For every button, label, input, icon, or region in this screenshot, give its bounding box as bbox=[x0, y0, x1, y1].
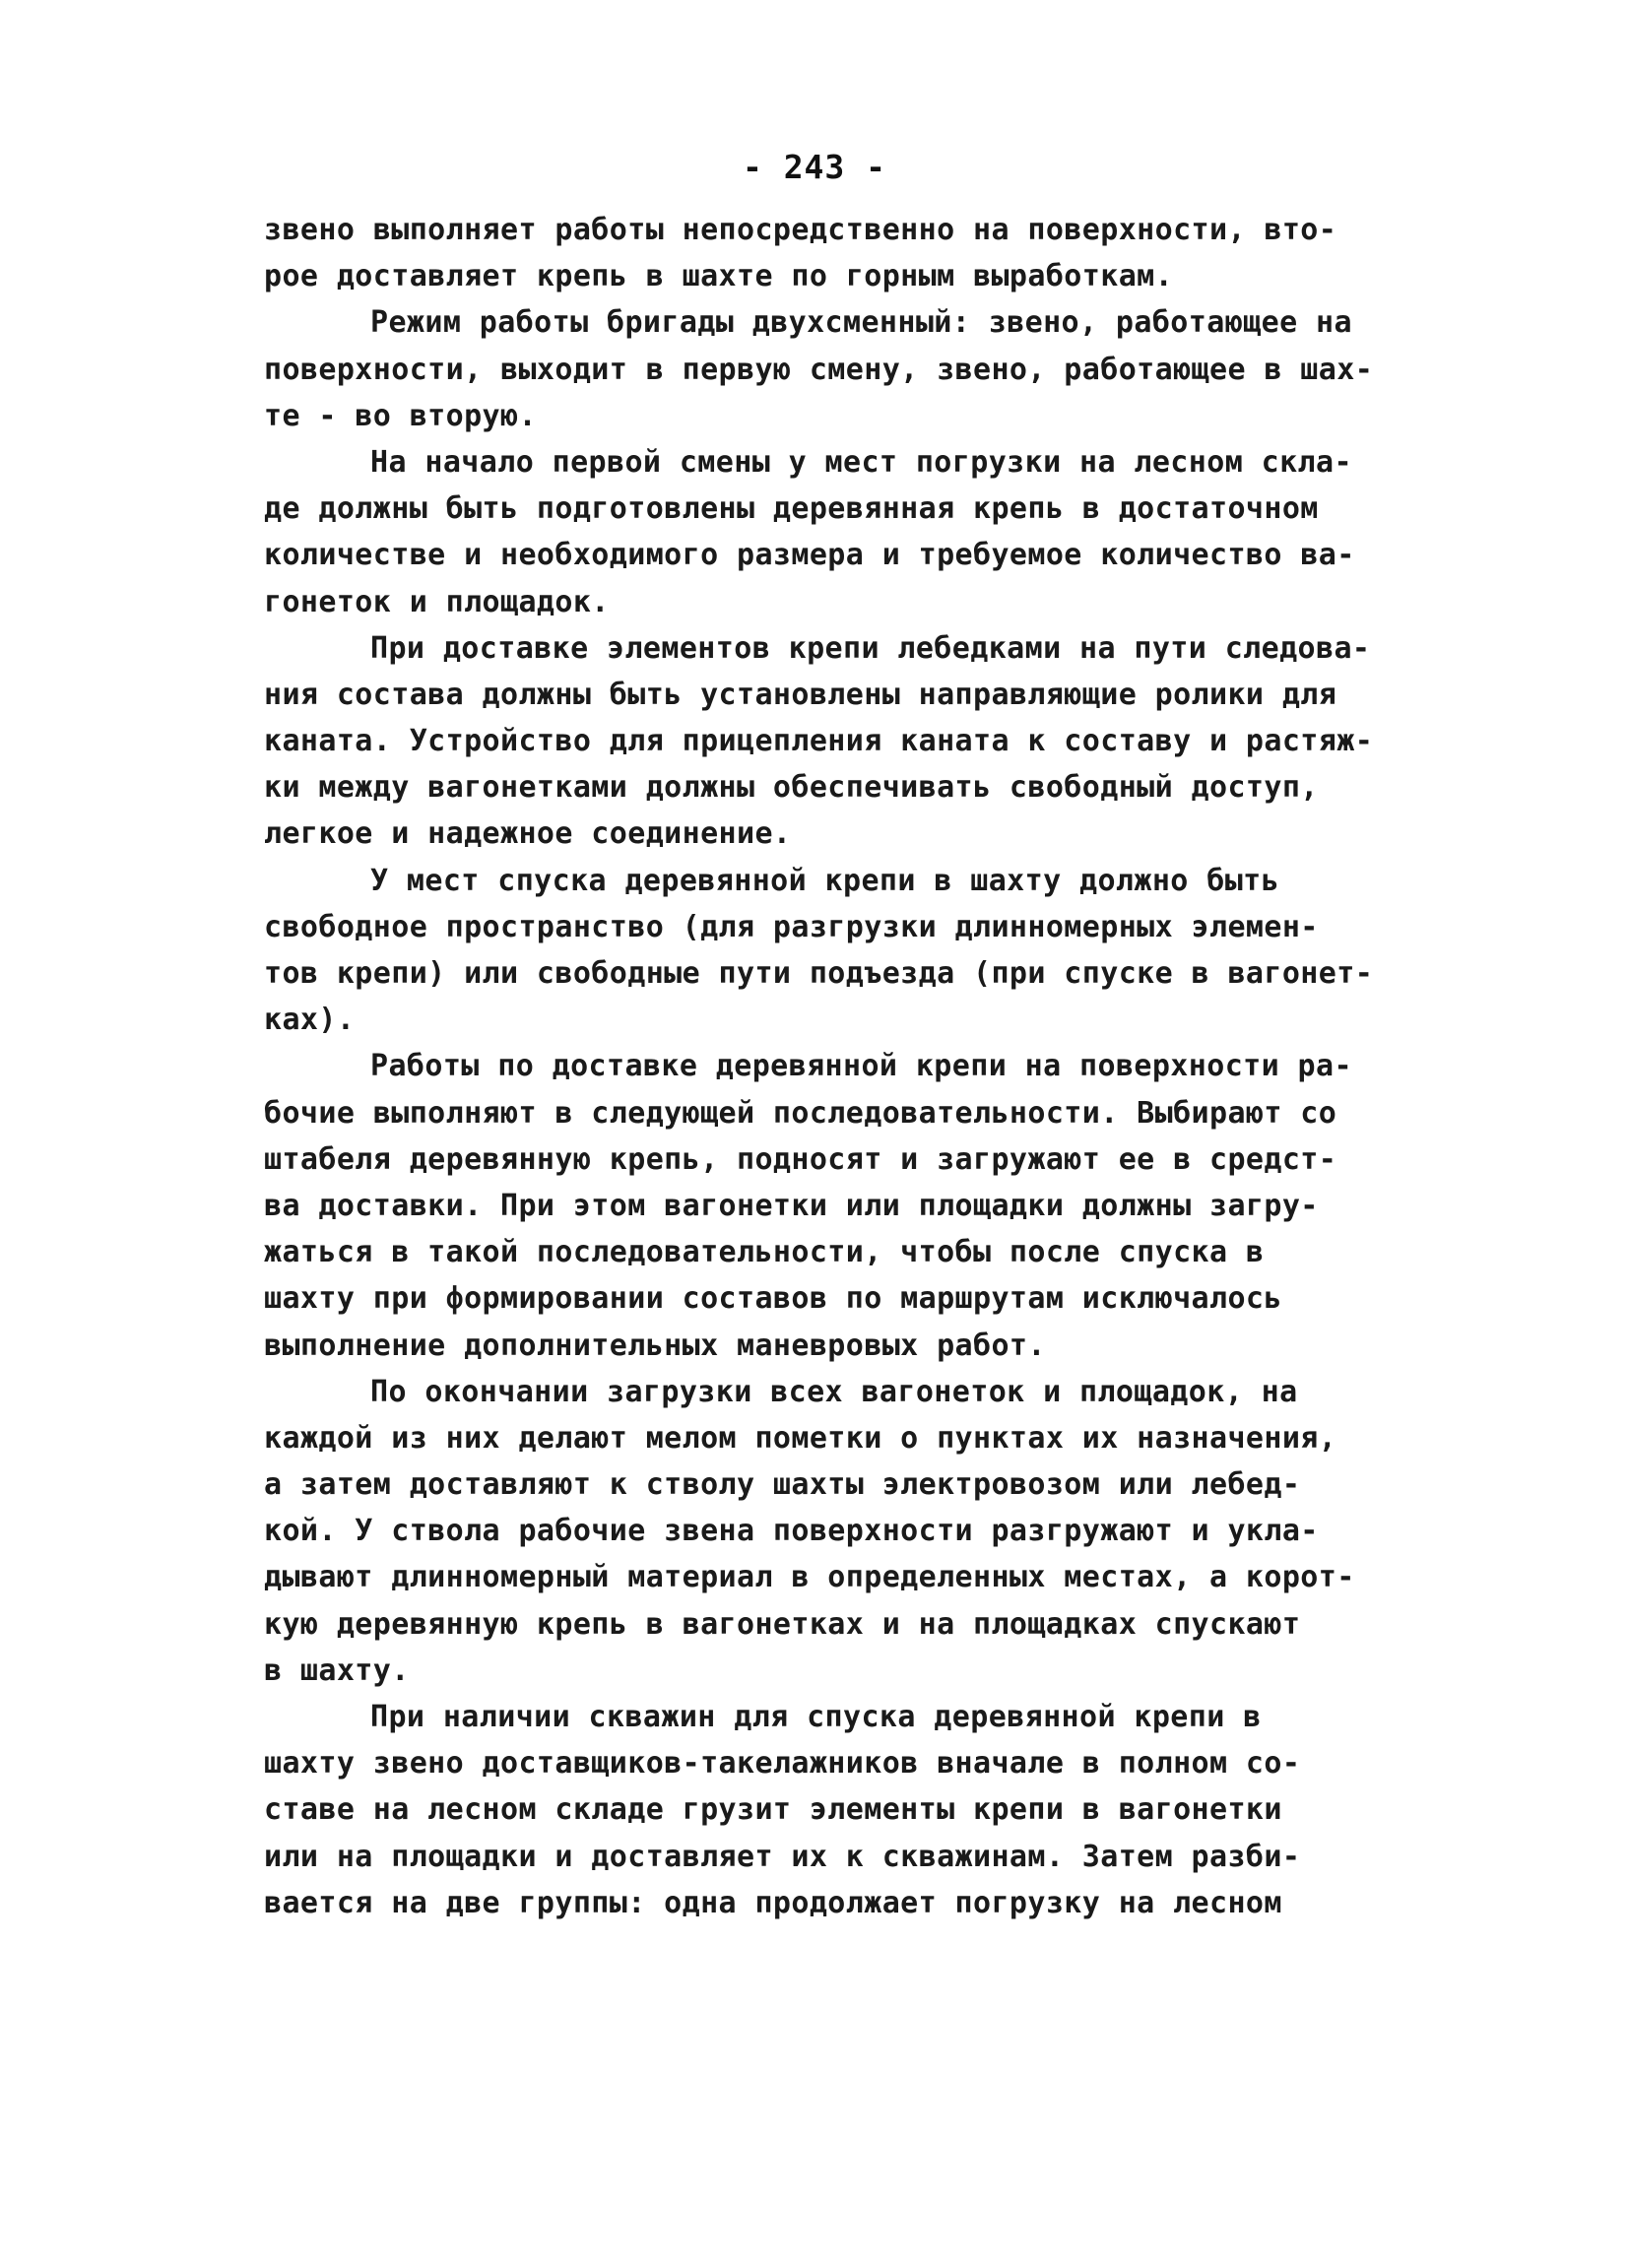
text-line: Работы по доставке деревянной крепи на поверхности ра- bbox=[370, 1049, 1352, 1084]
text-line: каната. Устройство для прицепления каната к составу и растяж- bbox=[264, 724, 1374, 759]
text-line: де должны быть подготовлены деревянная крепь в достаточном bbox=[264, 491, 1319, 527]
text-line: выполнение дополнительных маневровых работ. bbox=[264, 1328, 1046, 1363]
text-line: вается на две группы: одна продолжает погрузку на лесном bbox=[264, 1885, 1282, 1920]
text-line: ставе на лесном складе грузит элементы крепи в вагонетки bbox=[264, 1792, 1282, 1828]
text-line: в шахту. bbox=[264, 1652, 410, 1688]
text-line: те - во вторую. bbox=[264, 398, 537, 433]
text-line: ки между вагонетками должны обеспечивать свободный доступ, bbox=[264, 770, 1319, 806]
text-line: легкое и надежное соединение. bbox=[264, 816, 792, 852]
text-line: количестве и необходимого размера и требуемое количество ва- bbox=[264, 538, 1355, 573]
body-text bbox=[264, 207, 1406, 1926]
text-line: ках). bbox=[264, 1003, 356, 1038]
text-line: кую деревянную крепь в вагонетках и на площадках спускают bbox=[264, 1606, 1301, 1642]
page-number: - 243 - bbox=[742, 148, 887, 186]
text-line: кой. У ствола рабочие звена поверхности разгружают и укла- bbox=[264, 1514, 1319, 1549]
text-line: При наличии скважин для спуска деревянной крепи в bbox=[370, 1700, 1262, 1734]
text-line: шахту звено доставщиков-такелажников вначале в полном со- bbox=[264, 1746, 1301, 1782]
text-line: тов крепи) или свободные пути подъезда (при спуске в вагонет- bbox=[264, 956, 1374, 991]
text-line: Режим работы бригады двухсменный: звено, работающее на bbox=[370, 305, 1352, 341]
text-line: На начало первой смены у мест погрузки на лесном скла- bbox=[370, 444, 1352, 480]
text-line: звено выполняет работы непосредственно на поверхности, вто- bbox=[264, 213, 1337, 247]
text-line: а затем доставляют к стволу шахты электровозом или лебед- bbox=[264, 1467, 1301, 1503]
text-line: или на площадки и доставляет их к скважинам. Затем разби- bbox=[264, 1839, 1301, 1874]
text-line: У мест спуска деревянной крепи в шахту должно быть bbox=[370, 863, 1280, 898]
text-line: свободное пространство (для разгрузки длинномерных элемен- bbox=[264, 909, 1319, 944]
text-line: дывают длинномерный материал в определенных местах, а корот- bbox=[264, 1560, 1355, 1595]
text-line: рое доставляет крепь в шахте по горным выработкам. bbox=[264, 259, 1174, 294]
text-line: шахту при формировании составов по маршрутам исключалось bbox=[264, 1281, 1282, 1317]
text-line: жаться в такой последовательности, чтобы после спуска в bbox=[264, 1235, 1265, 1270]
text-line: штабеля деревянную крепь, подносят и загружают ее в средст- bbox=[264, 1141, 1337, 1177]
text-line: бочие выполняют в следующей последовательности. Выбирают со bbox=[264, 1095, 1337, 1131]
text-line: поверхности, выходит в первую смену, звено, работающее в шах- bbox=[264, 352, 1374, 387]
text-line: ния состава должны быть установлены направляющие ролики для bbox=[264, 677, 1337, 712]
text-line: По окончании загрузки всех вагонеток и площадок, на bbox=[370, 1374, 1298, 1409]
text-line: гонеток и площадок. bbox=[264, 584, 610, 619]
text-line: При доставке элементов крепи лебедками на пути следова- bbox=[370, 630, 1371, 666]
text-line: каждой из них делают мелом пометки о пунктах их назначения, bbox=[264, 1420, 1337, 1456]
text-line: ва доставки. При этом вагонетки или площадки должны загру- bbox=[264, 1188, 1319, 1223]
